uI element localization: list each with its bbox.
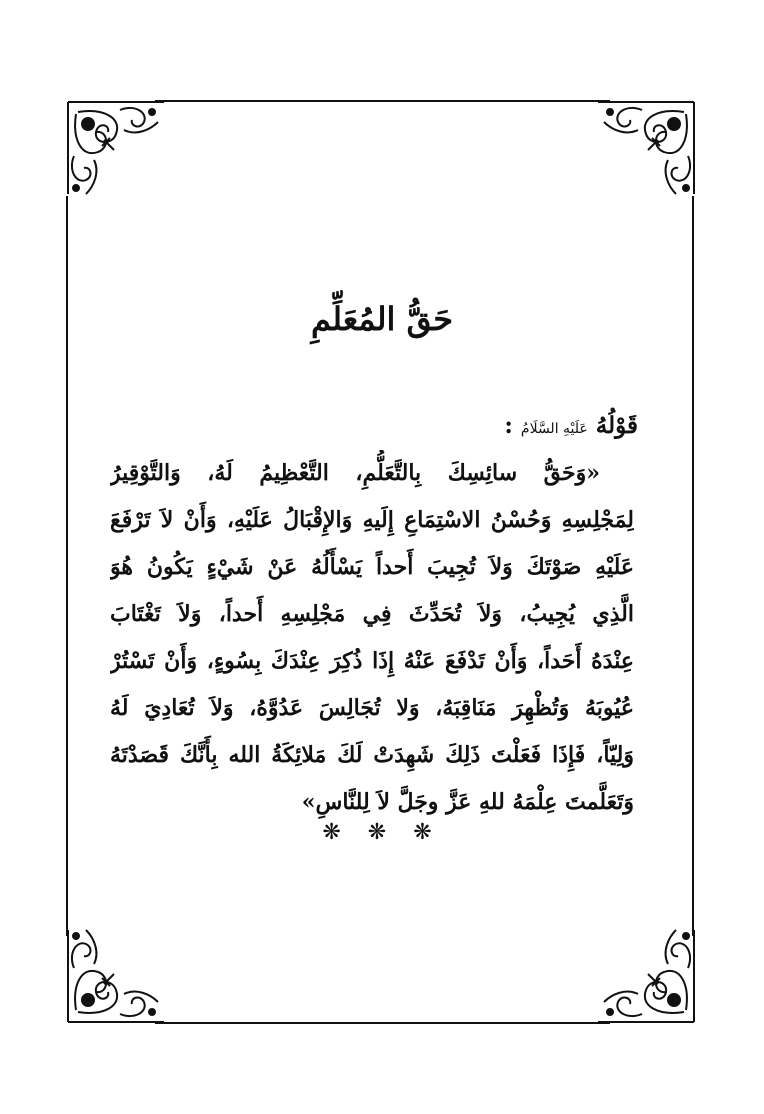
text-line: عَلَيْهِ صَوْتَكَ وَلاَ تُجِيبَ أَحداً يَسْأَلُهُ عَنْ شَيْءٍ يَكُونُ هُوَ bbox=[110, 554, 634, 580]
frame-top-line bbox=[155, 100, 610, 102]
text-line: عِنْدَهُ أَحَداً، وَأَنْ تَدْفَعَ عَنْهُ إِذَا ذُكِرَ عِنْدَكَ بِسُوءٍ، وَأَنْ تَسْتُرْ bbox=[110, 648, 634, 674]
corner-ornament-top-right bbox=[594, 100, 698, 196]
section-separator: ❋ ❋ ❋ bbox=[322, 820, 442, 845]
frame-bottom-line bbox=[155, 1022, 610, 1024]
frame-left-line bbox=[66, 196, 68, 936]
corner-ornament-bottom-right bbox=[594, 928, 698, 1024]
text-line: لِمَجْلِسِهِ وَحُسْنُ الاسْتِمَاعِ إِلَيهِ وَالإِقْبَالُ عَلَيْهِ، وَأَنْ لاَ تَرْفَعَ bbox=[110, 507, 634, 533]
text-line: «وَحَقُّ سائِسِكَ بِالتَّعَلُّمِ، التَّعْظِيمُ لَهُ، وَالتَّوْقِيرُ bbox=[110, 460, 600, 486]
text-line: الَّذِي يُجِيبُ، وَلاَ تُحَدِّثَ فِي مَجْلِسِهِ أَحداً، وَلاَ تَغْتَابَ bbox=[110, 601, 634, 627]
frame-right-line bbox=[692, 196, 694, 936]
honorific-text: عَلَيْهِ السَّلَامُ bbox=[520, 421, 588, 437]
text-line: عُيُوبَهُ وَتُظْهِرَ مَنَاقِبَهُ، وَلا تُجَالِسَ عَدُوَّهُ، وَلاَ تُعَادِيَ لَهُ bbox=[110, 695, 634, 721]
intro-line bbox=[504, 412, 638, 439]
intro-colon: : bbox=[504, 412, 513, 439]
corner-ornament-bottom-left bbox=[64, 928, 168, 1024]
intro-text: قَوْلُهُ bbox=[595, 412, 638, 439]
hadith-text bbox=[110, 450, 634, 826]
text-line: وَتَعَلَّمتَ عِلْمَهُ للهِ عَزَّ وجَلَّ لاَ لِلنَّاسِ» bbox=[301, 789, 634, 815]
page-title: حَقُّ المُعَلِّمِ bbox=[310, 300, 454, 338]
corner-ornament-top-left bbox=[64, 100, 168, 196]
text-line: وَلِيّاً، فَإِذَا فَعَلْتَ ذَلِكَ شَهِدَتْ لَكَ مَلائِكَةُ الله بِأَنَّكَ قَصَدْتَهُ bbox=[110, 742, 634, 768]
